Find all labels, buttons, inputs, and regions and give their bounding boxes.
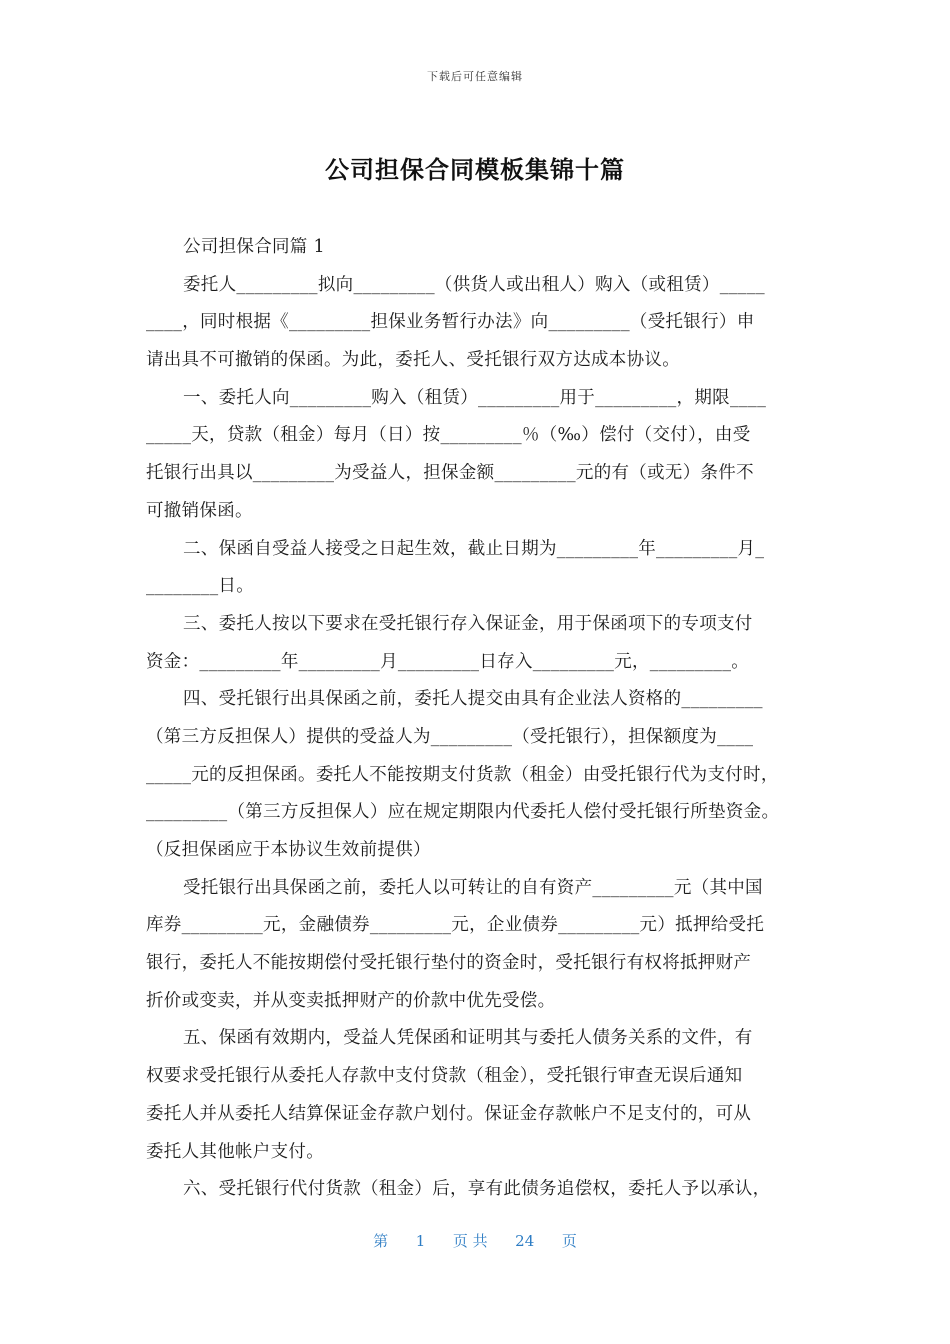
body-line: ____，同时根据《_________担保业务暂行办法》向_________（受托银行）申 [146,312,755,333]
page-label-middle: 页 共 [452,1232,488,1250]
body-line: 可撤销保函。 [146,500,253,521]
page-number: 1 [415,1232,426,1250]
body-line: 委托人并从委托人结算保证金存款户划付。保证金存款帐户不足支付的，可从 [146,1103,752,1124]
body-line: 四、受托银行出具保函之前，委托人提交由具有企业法人资格的_________ [183,689,763,710]
body-line: 请出具不可撤销的保函。为此，委托人、受托银行双方达成本协议。 [146,350,680,371]
body-line: 受托银行出具保函之前，委托人以可转让的自有资产_________元（其中国 [183,877,763,898]
body-line: 委托人其他帐户支付。 [146,1141,324,1162]
body-line: 一、委托人向_________购入（租赁）_________用于_________，期限____ [183,387,767,408]
body-line: ________日。 [146,576,254,597]
body-line: 折价或变卖，并从变卖抵押财产的价款中优先受偿。 [146,990,556,1011]
body-line: 二、保函自受益人接受之日起生效，截止日期为_________年_________月_ [183,538,765,559]
body-line: 公司担保合同篇 1 [183,237,325,257]
body-line: 资金：_________年_________月_________日存入_________元，_________。 [146,651,750,672]
body-line: 三、委托人按以下要求在受托银行存入保证金，用于保函项下的专项支付 [183,613,753,634]
body-line: 六、受托银行代付货款（租金）后，享有此债务追偿权，委托人予以承认， [183,1179,771,1200]
header-note: 下载后可任意编辑 [427,70,523,83]
document-title: 公司担保合同模板集锦十篇 [325,156,625,184]
body-line: 五、保函有效期内，受益人凭保函和证明其与委托人债务关系的文件，有 [183,1028,753,1049]
body-line: 托银行出具以_________为受益人，担保金额_________元的有（或无）条件不 [146,463,754,484]
body-line: （反担保函应于本协议生效前提供） [146,840,431,860]
page-footer [0,1230,950,1251]
document-body [146,229,806,1209]
body-line: 银行，委托人不能按期偿付受托银行垫付的资金时，受托银行有权将抵押财产 [146,953,752,974]
body-line: 库券_________元，金融债券_________元，企业债券_________元）抵押给受托 [146,915,765,936]
body-line: _________（第三方反担保人）应在规定期限内代委托人偿付受托银行所垫资金。 [146,802,780,823]
total-pages: 24 [515,1232,535,1250]
page-label-suffix: 页 [561,1232,577,1250]
body-line: （第三方反担保人）提供的受益人为_________（受托银行），担保额度为____ [146,726,754,747]
page-label-prefix: 第 [373,1232,389,1250]
body-line: 委托人_________拟向_________（供货人或出租人）购入（或租赁）_____ [183,274,765,295]
body-line: _____天，贷款（租金）每月（日）按_________％（‰）偿付（交付），由受 [146,425,751,446]
body-line: _____元的反担保函。委托人不能按期支付货款（租金）由受托银行代为支付时， [146,764,779,785]
body-line: 权要求受托银行从委托人存款中支付贷款（租金），受托银行审查无误后通知 [146,1066,743,1087]
